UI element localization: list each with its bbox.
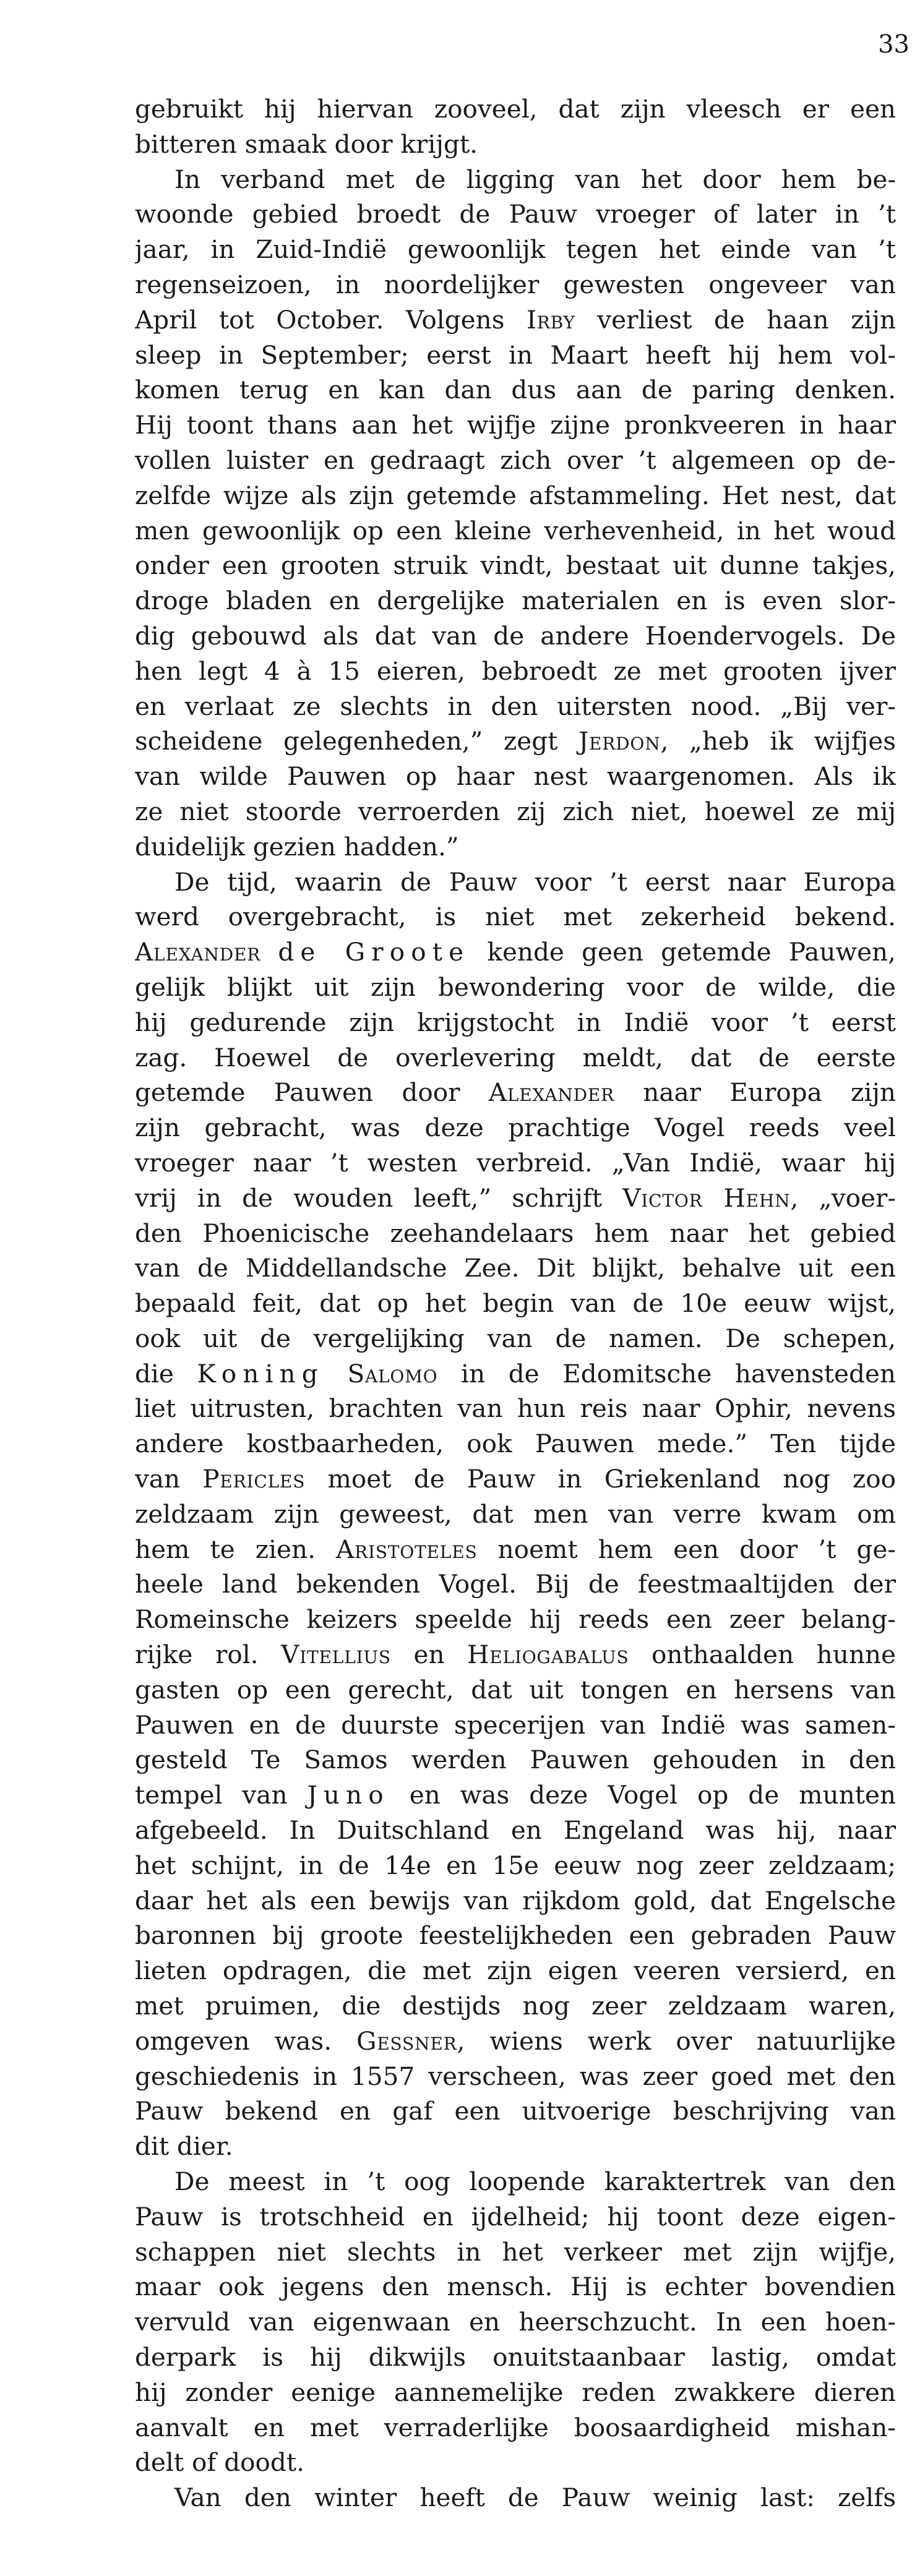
text-line: baronnen bij groote feestelijkheden een gebraden Pauw: [135, 1920, 896, 1951]
text-line: zijn gebracht, was deze prachtige Vogel reeds veel: [135, 1113, 896, 1143]
text-line: heele land bekenden Vogel. Bij de feestmaaltijden der: [135, 1569, 896, 1599]
text-line: Pauw is trotschheid en ijdelheid; hij toont deze eigen-: [135, 2201, 896, 2232]
author-name: Aristoteles: [336, 1534, 478, 1564]
text-line: daar het als een bewijs van rijkdom gold, dat Engelsche: [135, 1885, 896, 1915]
text-line: Romeinsche keizers speelde hij reeds een zeer belang-: [135, 1604, 896, 1635]
author-name: Victor Hehn: [622, 1183, 791, 1213]
text-line: en verlaat ze slechts in den uitersten nood. „Bij ver-: [135, 691, 896, 721]
text-line: duidelijk gezien hadden.”: [135, 831, 459, 862]
page-number: 33: [878, 30, 910, 59]
spaced-word: de Groote: [278, 937, 470, 967]
text-line: afgebeeld. In Duitschland en Engeland was hij, naar: [135, 1815, 896, 1846]
text-line: komen terug en kan dan dus aan de paring denken.: [135, 375, 896, 405]
text-line: derpark is hij dikwijls onuitstaanbaar lastig, omdat: [135, 2342, 896, 2372]
spaced-word: Juno: [307, 1780, 390, 1810]
text-line: zeldzaam zijn geweest, dat men van verre kwam om: [135, 1499, 896, 1529]
text-line: liet uitrusten, brachten van hun reis naar Ophir, nevens: [135, 1393, 896, 1424]
text-line: gelijk blijkt uit zijn bewondering voor de wilde, die: [135, 972, 896, 1002]
text-line: maar ook jegens den mensch. Hij is echter bovendien: [135, 2272, 896, 2302]
text-line: scheidene gelegenheden,” zegt Jerdon, „heb ik wijfjes: [135, 726, 896, 756]
author-name: Gessner: [356, 2026, 457, 2056]
text-line: hij gedurende zijn krijgstocht in Indië voor ’t eerst: [135, 1007, 896, 1037]
text-line: dit dier.: [135, 2131, 233, 2162]
text-line: onder een grooten struik vindt, bestaat uit dunne takjes,: [135, 550, 896, 581]
text-line: ook uit de vergelijking van de namen. De schepen,: [135, 1323, 896, 1353]
text-line: lieten opdragen, die met zijn eigen veeren versierd, en: [135, 1956, 896, 1986]
text-line: zelfde wijze als zijn getemde afstammeling. Het nest, dat: [135, 480, 896, 510]
text-line: delt of doodt.: [135, 2447, 305, 2478]
text-line: woonde gebied broedt de Pauw vroeger of later in ’t: [135, 199, 896, 229]
text-line: gesteld Te Samos werden Pauwen gehouden in den: [135, 1745, 896, 1775]
text-line: zag. Hoewel de overlevering meldt, dat de eerste: [135, 1042, 896, 1072]
text-line: getemde Pauwen door Alexander naar Europa zijn: [135, 1077, 896, 1108]
text-line: sleep in September; eerst in Maart heeft hij hem vol-: [135, 340, 896, 370]
author-name: Pericles: [202, 1464, 306, 1494]
text-line: vrij in de wouden leeft,” schrijft Victor Hehn, „voer-: [135, 1183, 896, 1213]
text-line: aanvalt en met verraderlijke boosaardigheid mishan-: [135, 2412, 896, 2442]
text-line: tempel van Juno en was deze Vogel op de munten: [135, 1780, 896, 1810]
text-line: hem te zien. Aristoteles noemt hem een door ’t ge-: [135, 1534, 896, 1564]
text-line: vervuld van eigenwaan en heerschzucht. In een hoen-: [135, 2307, 896, 2337]
body-text: [135, 92, 896, 2515]
text-line: vollen luister en gedraagt zich over ’t algemeen op de-: [135, 445, 896, 475]
text-line: jaar, in Zuid-Indië gewoonlijk tegen het einde van ’t: [135, 234, 896, 265]
text-line: hen legt 4 à 15 eieren, bebroedt ze met grooten ijver: [135, 656, 896, 686]
text-line: die Koning Salomo in de Edomitsche havensteden: [135, 1358, 896, 1389]
text-line: geschiedenis in 1557 verscheen, was zeer goed met den: [135, 2061, 896, 2091]
text-line: droge bladen en dergelijke materialen en is even slor-: [135, 586, 896, 616]
text-line: regenseizoen, in noordelijker gewesten ongeveer van: [135, 269, 896, 299]
text-line: van de Middellandsche Zee. Dit blijkt, behalve uit een: [135, 1253, 896, 1283]
text-line: rijke rol. Vitellius en Heliogabalus onthaalden hunne: [135, 1640, 896, 1670]
text-line: April tot October. Volgens Irby verliest de haan zijn: [135, 304, 896, 335]
author-name: Irby: [526, 304, 575, 335]
text-line: met pruimen, die destijds nog zeer zeldzaam waren,: [135, 1991, 896, 2021]
text-line: Hij toont thans aan het wijfje zijne pronkveeren in haar: [135, 410, 896, 440]
text-line: In verband met de ligging van het door hem be-: [174, 164, 896, 194]
text-line: De tijd, waarin de Pauw voor ’t eerst naar Europa: [174, 867, 896, 897]
author-name: Alexander: [488, 1077, 614, 1108]
text-line: vroeger naar ’t westen verbreid. „Van Indië, waar hij: [135, 1147, 896, 1178]
text-line: van wilde Pauwen op haar nest waargenomen. Als ik: [135, 761, 896, 792]
author-name: Salomo: [347, 1358, 438, 1389]
spaced-word: Koning: [197, 1358, 324, 1389]
text-line: men gewoonlijk op een kleine verhevenheid, in het woud: [135, 515, 896, 546]
author-name: Heliogabalus: [467, 1640, 629, 1670]
text-line: Pauw bekend en gaf een uitvoerige beschrijving van: [135, 2096, 896, 2126]
text-line: hij zonder eenige aannemelijke reden zwakkere dieren: [135, 2377, 896, 2407]
author-name: Jerdon: [578, 726, 661, 756]
text-line: andere kostbaarheden, ook Pauwen mede.” Ten tijde: [135, 1429, 896, 1459]
text-line: het schijnt, in de 14e en 15e eeuw nog zeer zeldzaam;: [135, 1850, 896, 1880]
author-name: Alexander: [135, 937, 261, 967]
text-line: Van den winter heeft de Pauw weinig last: zelfs: [174, 2483, 896, 2513]
text-line: werd overgebracht, is niet met zekerheid bekend.: [135, 902, 896, 932]
text-line: Pauwen en de duurste specerijen van Indië was samen-: [135, 1709, 896, 1740]
author-name: Vitellius: [281, 1640, 391, 1670]
text-line: ze niet stoorde verroerden zij zich niet, hoewel ze mij: [135, 796, 896, 826]
text-line: omgeven was. Gessner, wiens werk over natuurlijke: [135, 2026, 896, 2056]
text-line: bepaald feit, dat op het begin van de 10e eeuw wijst,: [135, 1288, 896, 1319]
text-line: gebruikt hij hiervan zooveel, dat zijn vleesch er een: [135, 94, 896, 124]
text-line: dig gebouwd als dat van de andere Hoendervogels. De: [135, 620, 896, 651]
text-line: bitteren smaak door krijgt.: [135, 129, 478, 159]
text-line: den Phoenicische zeehandelaars hem naar het gebied: [135, 1218, 896, 1248]
text-line: De meest in ’t oog loopende karaktertrek van den: [174, 2167, 896, 2197]
text-line: van Pericles moet de Pauw in Griekenland nog zoo: [135, 1464, 896, 1494]
text-line: Alexander de Groote kende geen getemde Pauwen,: [135, 937, 896, 967]
text-line: gasten op een gerecht, dat uit tongen en hersens van: [135, 1674, 896, 1705]
text-line: schappen niet slechts in het verkeer met zijn wijfje,: [135, 2236, 896, 2267]
